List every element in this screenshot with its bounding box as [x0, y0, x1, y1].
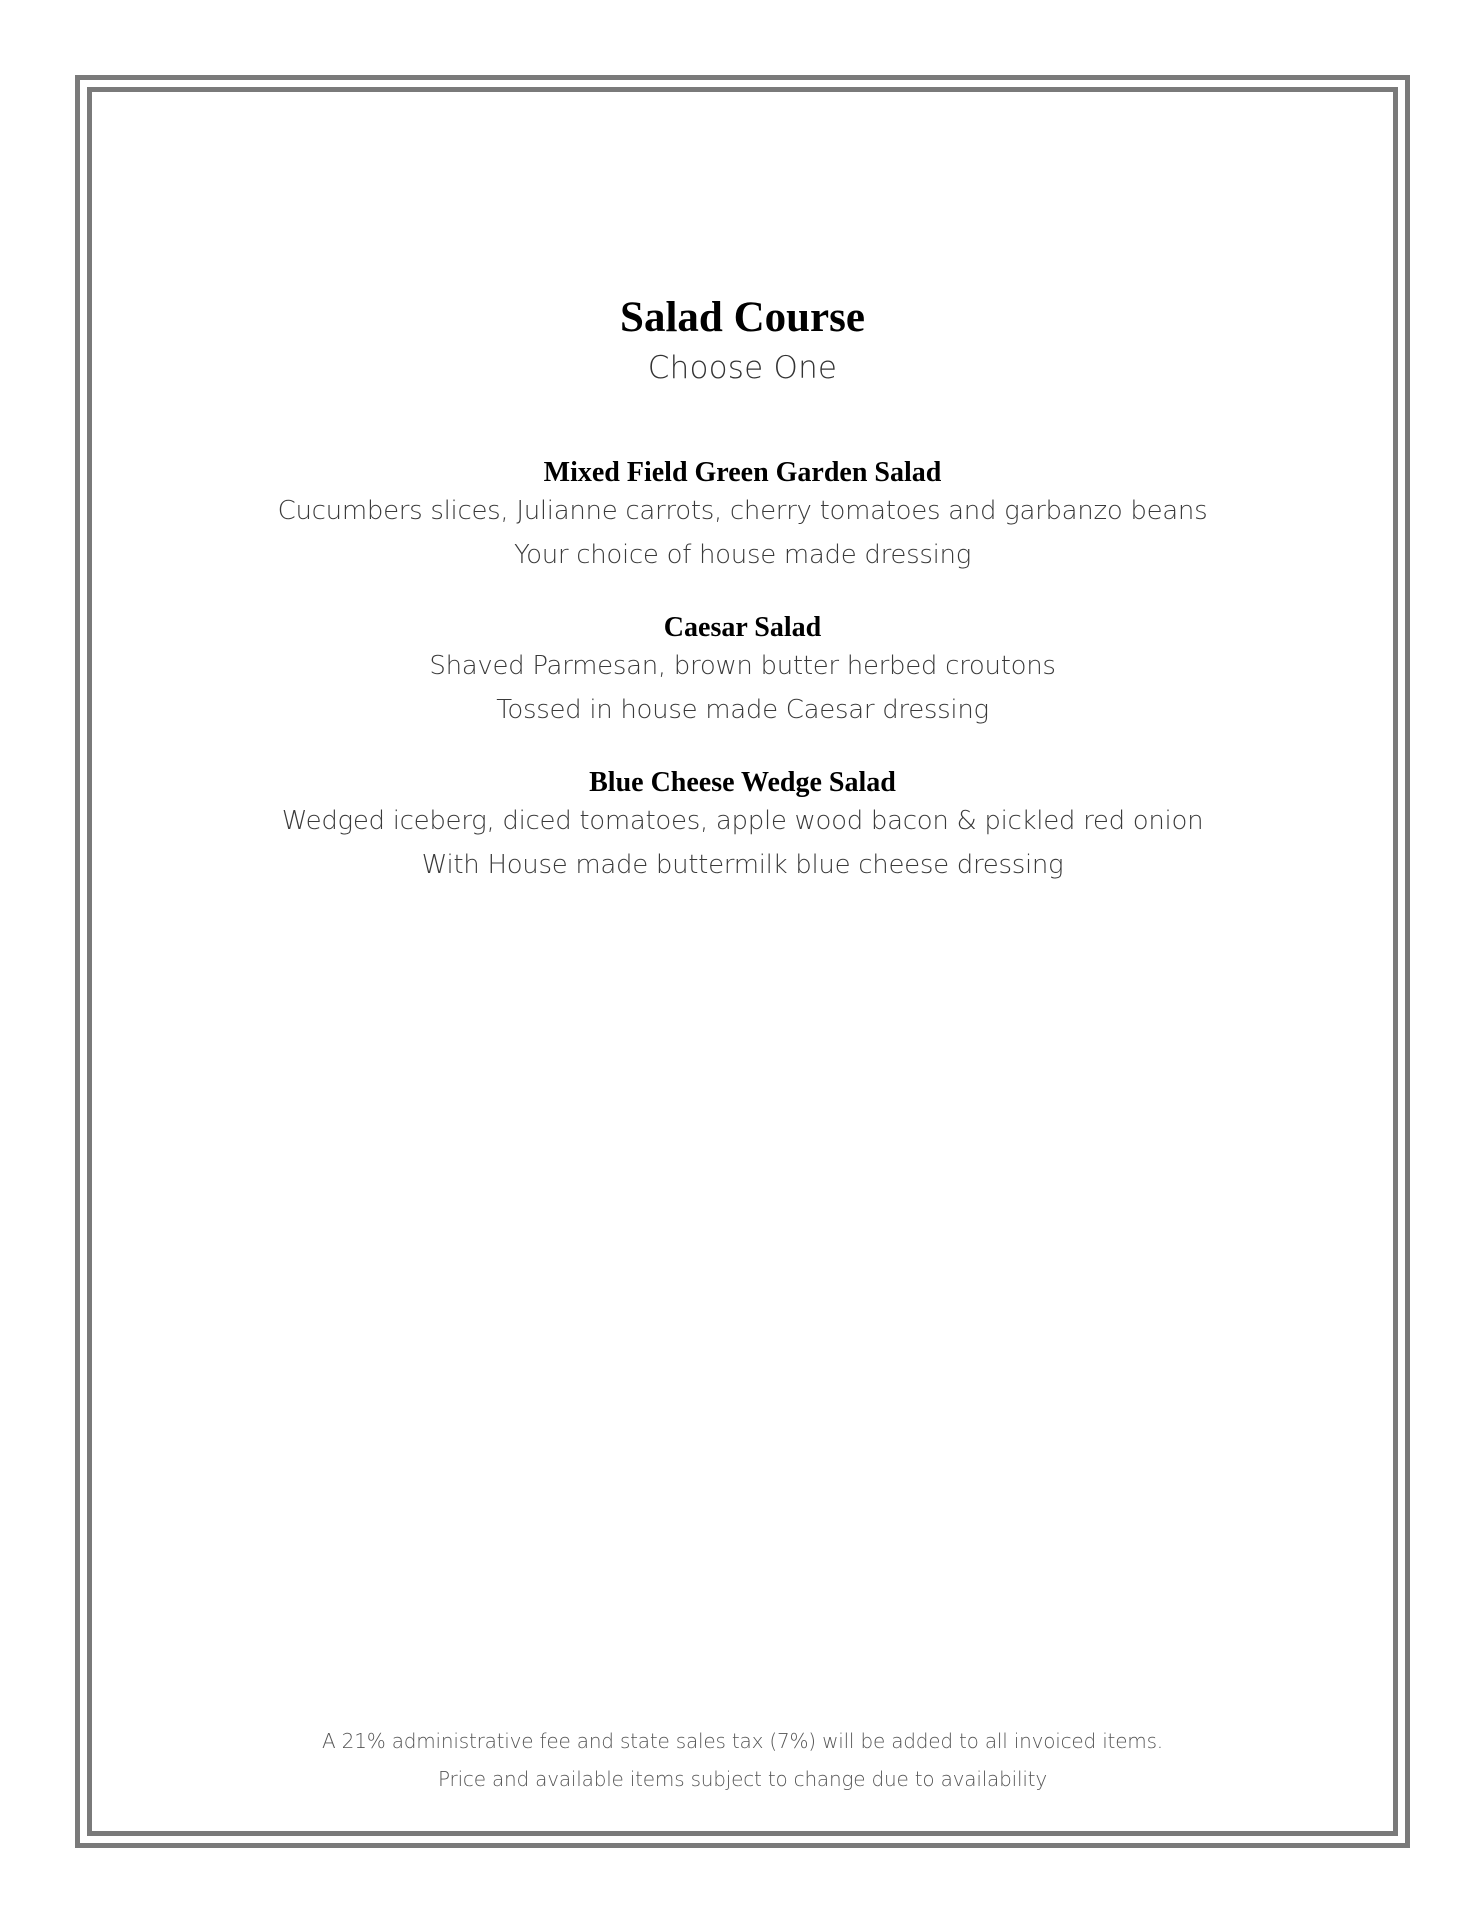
menu-item-description: Your choice of house made dressing: [513, 540, 972, 570]
menu-item-blue-cheese-wedge: [92, 765, 1393, 889]
menu-item-caesar: [92, 610, 1393, 734]
menu-item-description: Tossed in house made Caesar dressing: [496, 695, 989, 725]
menu-item-name: Caesar Salad: [663, 612, 822, 643]
menu-item-description: With House made buttermilk blue cheese dressing: [421, 850, 1064, 880]
menu-item-name: Blue Cheese Wedge Salad: [589, 767, 896, 798]
footer-fee-note: A 21% administrative fee and state sales tax (7%) will be added to all invoiced items.: [322, 1729, 1163, 1753]
menu-item-mixed-field-green: [92, 455, 1393, 579]
menu-item-description: Wedged iceberg, diced tomatoes, apple wood bacon & pickled red onion: [281, 806, 1204, 836]
menu-item-description: Cucumbers slices, Julianne carrots, cherry tomatoes and garbanzo beans: [277, 496, 1208, 526]
page-subtitle: Choose One: [647, 350, 838, 386]
footer-notice: [92, 1722, 1393, 1798]
footer-availability-note: Price and available items subject to change due to availability: [438, 1767, 1047, 1791]
page-title: Salad Course: [620, 294, 865, 341]
menu-item-description: Shaved Parmesan, brown butter herbed croutons: [429, 651, 1056, 681]
menu-item-name: Mixed Field Green Garden Salad: [543, 457, 942, 488]
